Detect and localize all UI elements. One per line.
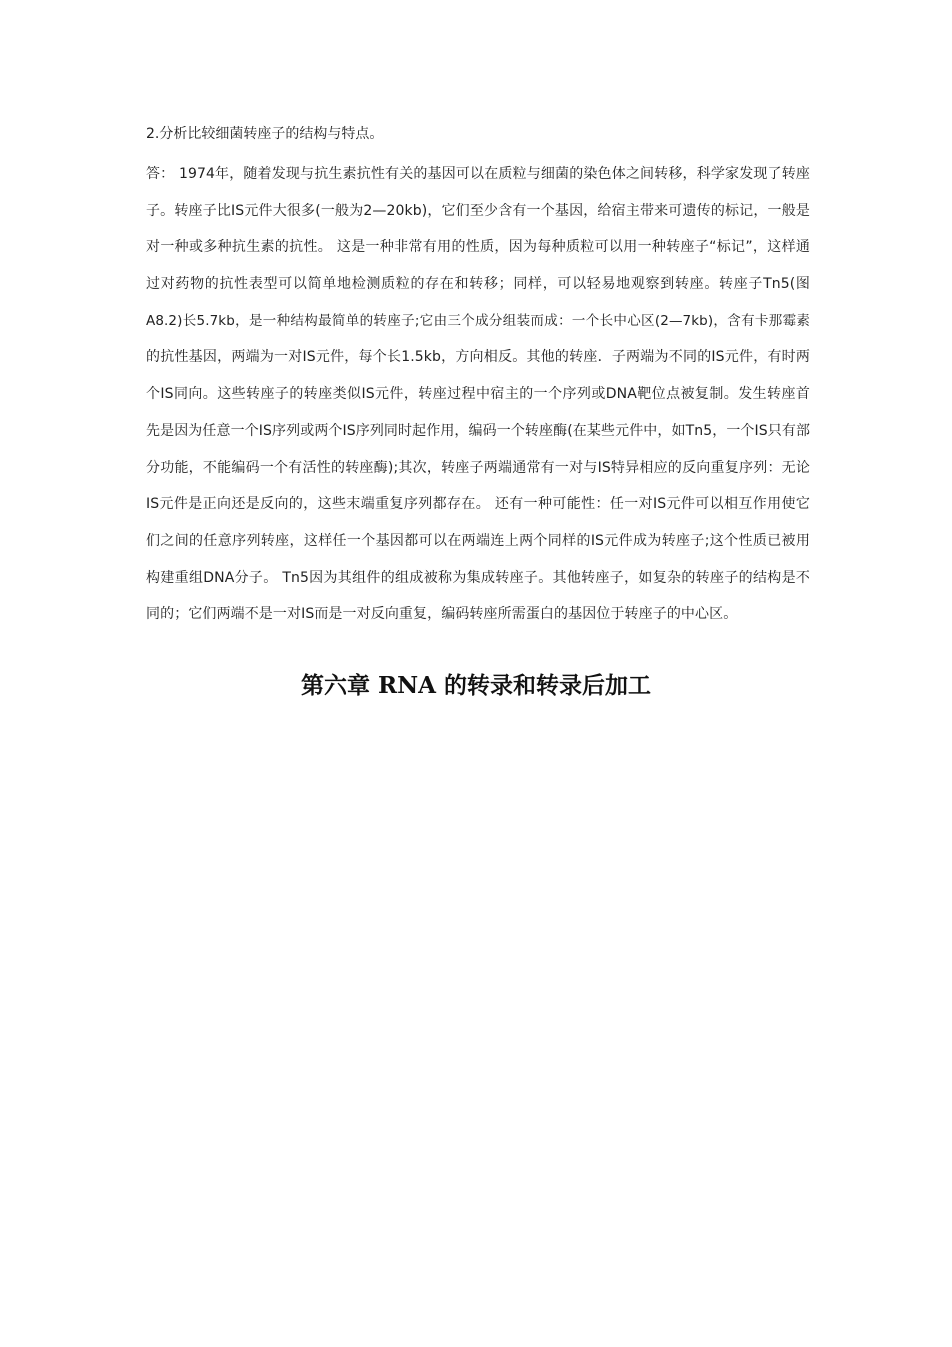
- answer-line: A8.2)长5.7kb，是一种结构最简单的转座子;它由三个成分组装而成：一个长中心区(2—7kb)，含有卡那霉素: [146, 312, 810, 329]
- answer-line: 的抗性基因，两端为一对IS元件，每个长1.5kb，方向相反。其他的转座．子两端为不同的IS元件，有时两: [146, 349, 810, 366]
- answer-line: 构建重组DNA分子。 Tn5因为其组件的组成被称为集成转座子。其他转座子，如复杂的转座子的结构是不: [146, 569, 810, 586]
- answer-line: 子。转座子比IS元件大很多(一般为2—20kb)，它们至少含有一个基因，给宿主带来可遗传的标记，一般是: [146, 202, 810, 219]
- answer-line: 对一种或多种抗生素的抗性。 这是一种非常有用的性质，因为每种质粒可以用一种转座子“标记”，这样通: [146, 239, 810, 256]
- answer-line: IS元件是正向还是反向的，这些末端重复序列都存在。 还有一种可能性：任一对IS元件可以相互作用使它: [146, 496, 810, 513]
- chapter-title: 第六章 RNA 的转录和转录后加工: [301, 672, 651, 699]
- answer-line: 过对药物的抗性表型可以简单地检测质粒的存在和转移；同样，可以轻易地观察到转座。转座子Tn5(图: [146, 276, 810, 293]
- question-heading: 2.分析比较细菌转座子的结构与特点。: [146, 126, 384, 142]
- answer-line: 分功能，不能编码一个有活性的转座酶);其次，转座子两端通常有一对与IS特异相应的反向重复序列：无论: [146, 459, 810, 476]
- answer-line: 同的；它们两端不是一对IS而是一对反向重复，编码转座所需蛋白的基因位于转座子的中心区。: [146, 606, 738, 623]
- answer-line: 先是因为任意一个IS序列或两个IS序列同时起作用，编码一个转座酶(在某些元件中，如Tn5，一个IS只有部: [146, 422, 811, 439]
- answer-paragraph: [146, 156, 810, 633]
- text-block: [146, 120, 810, 633]
- answer-line: 们之间的任意序列转座，这样任一个基因都可以在两端连上两个同样的IS元件成为转座子;这个性质已被用: [146, 532, 810, 549]
- answer-line: 个IS同向。这些转座子的转座类似IS元件，转座过程中宿主的一个序列或DNA靶位点被复制。发生转座首: [146, 386, 810, 403]
- answer-line: 答： 1974年，随着发现与抗生素抗性有关的基因可以在质粒与细菌的染色体之间转移，科学家发现了转座: [146, 166, 810, 182]
